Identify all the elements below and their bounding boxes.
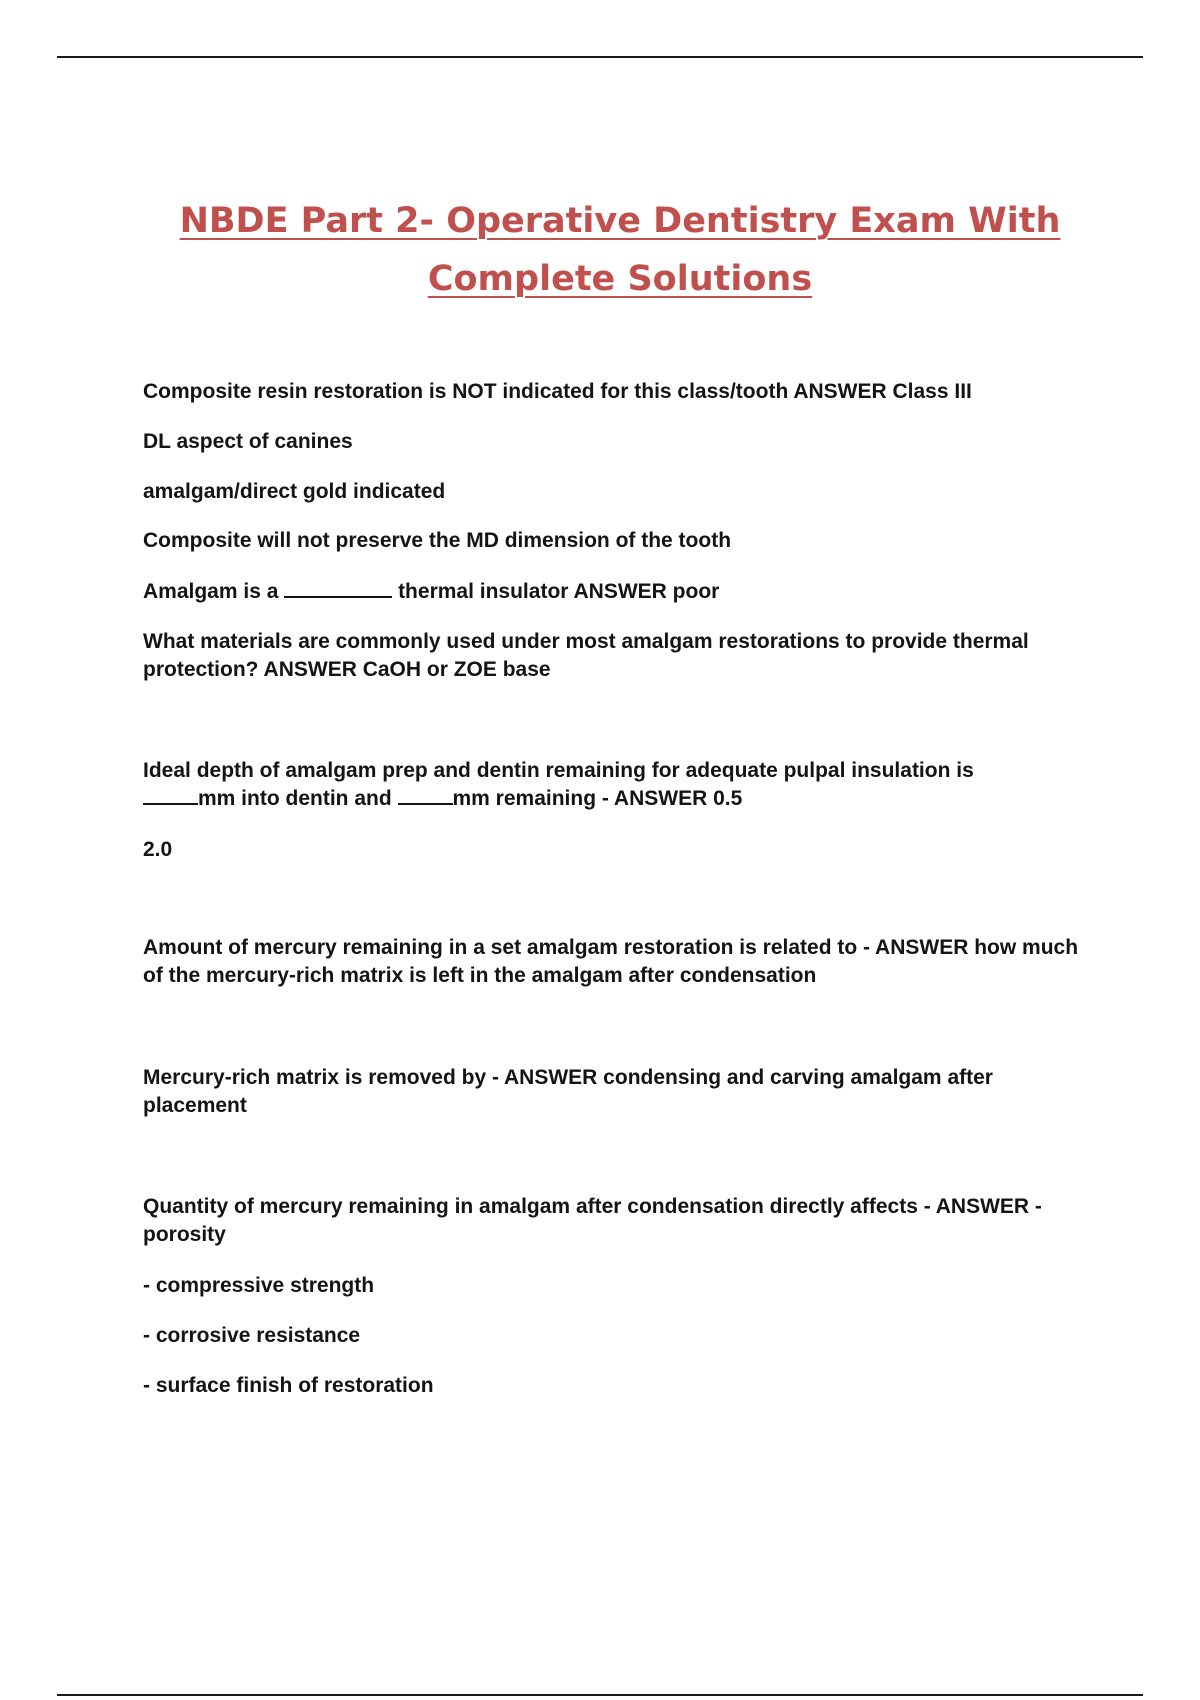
answer-detail-amalgam-gold: amalgam/direct gold indicated — [143, 480, 446, 503]
question-composite-indication: Composite resin restoration is NOT indicated for this class/tooth ANSWER Class III — [143, 380, 972, 403]
question-text-start: Amalgam is a — [143, 580, 285, 603]
question-ideal-depth — [143, 757, 1093, 813]
question-mercury-removed: Mercury-rich matrix is removed by - ANSWER condensing and carving amalgam after placement — [143, 1066, 993, 1117]
answer-detail-dl-aspect: DL aspect of canines — [143, 430, 353, 453]
header-rule — [57, 56, 1143, 58]
question-mercury-affects: Quantity of mercury remaining in amalgam after condensation directly affects - ANSWER - porosity — [143, 1195, 1042, 1246]
footer-rule — [57, 1694, 1143, 1696]
question-mercury-remaining: Amount of mercury remaining in a set amalgam restoration is related to - ANSWER how much of the mercury-rich matrix is left in the amalgam after condensation — [143, 936, 1079, 987]
list-item-corrosive-resistance: - corrosive resistance — [143, 1324, 361, 1347]
question-amalgam-insulator — [143, 578, 1093, 606]
answer-value-2-0: 2.0 — [143, 838, 173, 861]
document-title — [150, 192, 1090, 308]
question-thermal-protection: What materials are commonly used under most amalgam restorations to provide thermal protection? ANSWER CaOH or ZOE base — [143, 630, 1029, 681]
question-text-mid-2: mm remaining - ANSWER 0.5 — [452, 787, 743, 810]
question-line-1: Ideal depth of amalgam prep and dentin remaining for adequate pulpal insulation is — [143, 759, 974, 782]
list-item-surface-finish: - surface finish of restoration — [143, 1374, 434, 1397]
list-item-compressive-strength: - compressive strength — [143, 1274, 375, 1297]
fill-in-blank-1 — [143, 785, 198, 805]
title-line-2: Complete Solutions — [427, 259, 813, 299]
fill-in-blank — [284, 578, 392, 598]
title-line-1: NBDE Part 2- Operative Dentistry Exam With — [179, 201, 1061, 241]
question-text-end: thermal insulator ANSWER poor — [392, 580, 720, 603]
question-text-mid-1: mm into dentin and — [198, 787, 398, 810]
fill-in-blank-2 — [398, 785, 453, 805]
answer-detail-md-dimension: Composite will not preserve the MD dimension of the tooth — [143, 529, 732, 552]
